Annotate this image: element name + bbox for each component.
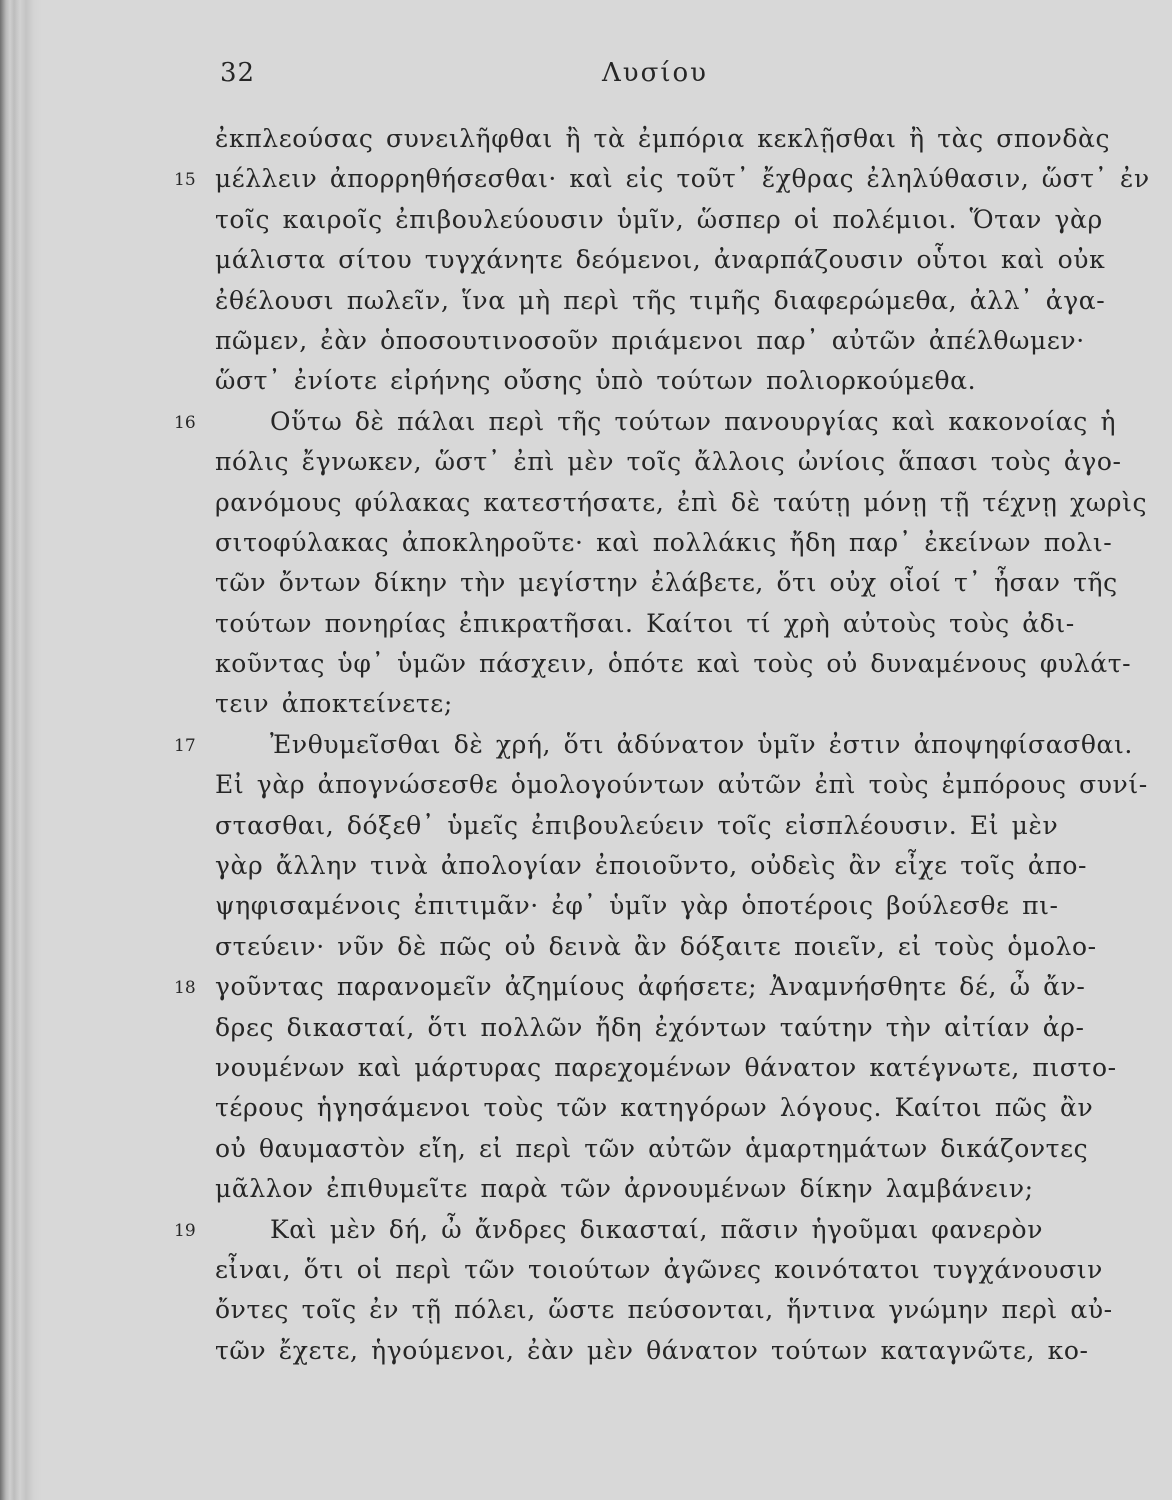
text-line xyxy=(42,484,1172,524)
text-line xyxy=(42,403,1172,443)
line-text: πόλις ἔγνωκεν, ὥστ᾿ ἐπὶ μὲν τοῖς ἄλλοις ὠνίοις ἅπασι τοὺς ἀγο- xyxy=(215,447,1122,477)
section-number: 19 xyxy=(174,1220,196,1241)
line-text: δρες δικασταί, ὅτι πολλῶν ἤδη ἐχόντων ταύτην τὴν αἰτίαν ἀρ- xyxy=(215,1012,1085,1042)
line-text: στεύειν· νῦν δὲ πῶς οὐ δεινὰ ἂν δόξαιτε ποιεῖν, εἰ τοὺς ὁμολο- xyxy=(215,931,1097,961)
text-line xyxy=(42,1009,1172,1049)
line-text: γοῦντας παρανομεῖν ἀζημίους ἀφήσετε; Ἀναμνήσθητε δέ, ὦ ἄν- xyxy=(215,972,1086,1002)
text-line xyxy=(42,201,1172,241)
text-line xyxy=(42,1049,1172,1089)
text-line xyxy=(42,928,1172,968)
text-line xyxy=(42,605,1172,645)
book-page-edge xyxy=(0,0,42,1500)
line-text: ρανόμους φύλακας κατεστήσατε, ἐπὶ δὲ ταύτῃ μόνῃ τῇ τέχνῃ χωρὶς xyxy=(215,487,1148,517)
line-text: Εἰ γὰρ ἀπογνώσεσθε ὁμολογούντων αὐτῶν ἐπὶ τοὺς ἐμπόρους συνί- xyxy=(215,770,1148,800)
text-line xyxy=(42,1170,1172,1210)
section-number: 17 xyxy=(174,735,196,756)
line-text: στασθαι, δόξεθ᾿ ὑμεῖς ἐπιβουλεύειν τοῖς εἰσπλέουσιν. Εἰ μὲν xyxy=(215,810,1059,840)
line-text: ὄντες τοῖς ἐν τῇ πόλει, ὥστε πεύσονται, ἥντινα γνώμην περὶ αὐ- xyxy=(215,1295,1113,1325)
text-line xyxy=(42,241,1172,281)
text-line xyxy=(42,120,1172,160)
text-line xyxy=(42,766,1172,806)
line-text: μάλιστα σίτου τυγχάνητε δεόμενοι, ἀναρπάζουσιν οὗτοι καὶ οὐκ xyxy=(215,245,1106,275)
line-text: κοῦντας ὑφ᾿ ὑμῶν πάσχειν, ὁπότε καὶ τοὺς οὐ δυναμένους φυλάτ- xyxy=(215,649,1132,679)
text-line xyxy=(42,685,1172,725)
section-number: 18 xyxy=(174,978,196,999)
line-text: τοῖς καιροῖς ἐπιβουλεύουσιν ὑμῖν, ὥσπερ οἱ πολέμιοι. Ὅταν γὰρ xyxy=(215,204,1103,234)
text-line xyxy=(42,524,1172,564)
line-text: τειν ἀποκτείνετε; xyxy=(215,689,453,719)
text-line xyxy=(42,282,1172,322)
section-number: 16 xyxy=(174,412,196,433)
line-text: γὰρ ἄλλην τινὰ ἀπολογίαν ἐποιοῦντο, οὐδεὶς ἂν εἶχε τοῖς ἀπο- xyxy=(215,851,1088,881)
text-line xyxy=(42,443,1172,483)
text-line xyxy=(42,160,1172,200)
text-line xyxy=(42,1251,1172,1291)
page-number: 32 xyxy=(220,58,256,88)
line-text: τέρους ἡγησάμενοι τοὺς τῶν κατηγόρων λόγους. Καίτοι πῶς ἂν xyxy=(215,1093,1094,1123)
line-text: τούτων πονηρίας ἐπικρατῆσαι. Καίτοι τί χρὴ αὐτοὺς τοὺς ἀδι- xyxy=(215,608,1075,638)
text-line xyxy=(42,1089,1172,1129)
line-text: τῶν ἔχετε, ἡγούμενοι, ἐὰν μὲν θάνατον τούτων καταγνῶτε, κο- xyxy=(215,1335,1089,1365)
text-line xyxy=(42,1291,1172,1331)
running-title: Λυσίου xyxy=(602,58,708,88)
text-line xyxy=(42,564,1172,604)
text-line xyxy=(42,968,1172,1008)
line-text: εἶναι, ὅτι οἱ περὶ τῶν τοιούτων ἀγῶνες κοινότατοι τυγχάνουσιν xyxy=(215,1254,1103,1284)
text-line xyxy=(42,1130,1172,1170)
text-line xyxy=(42,322,1172,362)
line-text: ψηφισαμένοις ἐπιτιμᾶν· ἐφ᾿ ὑμῖν γὰρ ὁποτέροις βούλεσθε πι- xyxy=(215,891,1059,921)
body-text xyxy=(42,120,1172,1372)
line-text: Καὶ μὲν δή, ὦ ἄνδρες δικασταί, πᾶσιν ἡγοῦμαι φανερὸν xyxy=(270,1214,1043,1244)
text-line xyxy=(42,362,1172,402)
line-text: σιτοφύλακας ἀποκληροῦτε· καὶ πολλάκις ἤδη παρ᾿ ἐκείνων πολι- xyxy=(215,527,1113,557)
line-text: ἐκπλεούσας συνειλῆφθαι ἢ τὰ ἐμπόρια κεκλῇσθαι ἢ τὰς σπονδὰς xyxy=(215,124,1111,153)
line-text: Οὕτω δὲ πάλαι περὶ τῆς τούτων πανουργίας καὶ κακονοίας ἡ xyxy=(270,406,1117,436)
text-line xyxy=(42,645,1172,685)
page-header xyxy=(42,58,1172,98)
line-text: μᾶλλον ἐπιθυμεῖτε παρὰ τῶν ἀρνουμένων δίκην λαμβάνειν; xyxy=(215,1174,1034,1204)
line-text: οὐ θαυμαστὸν εἴη, εἰ περὶ τῶν αὐτῶν ἁμαρτημάτων δικάζοντες xyxy=(215,1133,1089,1163)
line-text: μέλλειν ἀπορρηθήσεσθαι· καὶ εἰς τοῦτ᾿ ἔχθρας ἐληλύθασιν, ὥστ᾿ ἐν xyxy=(215,164,1150,194)
book-page xyxy=(42,0,1172,1500)
section-number: 15 xyxy=(174,170,196,191)
text-line xyxy=(42,847,1172,887)
line-text: τῶν ὄντων δίκην τὴν μεγίστην ἐλάβετε, ὅτι οὐχ οἷοί τ᾿ ἦσαν τῆς xyxy=(215,568,1118,598)
text-line xyxy=(42,726,1172,766)
text-line xyxy=(42,887,1172,927)
line-text: Ἐνθυμεῖσθαι δὲ χρή, ὅτι ἀδύνατον ὑμῖν ἐστιν ἀποψηφίσασθαι. xyxy=(270,729,1133,759)
text-line xyxy=(42,1211,1172,1251)
line-text: πῶμεν, ἐὰν ὁποσουτινοσοῦν πριάμενοι παρ᾿ αὐτῶν ἀπέλθωμεν· xyxy=(215,325,1085,355)
text-line xyxy=(42,1332,1172,1372)
line-text: ὥστ᾿ ἐνίοτε εἰρήνης οὔσης ὑπὸ τούτων πολιορκούμεθα. xyxy=(215,366,977,396)
line-text: ἐθέλουσι πωλεῖν, ἵνα μὴ περὶ τῆς τιμῆς διαφερώμεθα, ἀλλ᾿ ἀγα- xyxy=(215,285,1106,315)
line-text: νουμένων καὶ μάρτυρας παρεχομένων θάνατον κατέγνωτε, πιστο- xyxy=(215,1052,1117,1082)
text-line xyxy=(42,807,1172,847)
